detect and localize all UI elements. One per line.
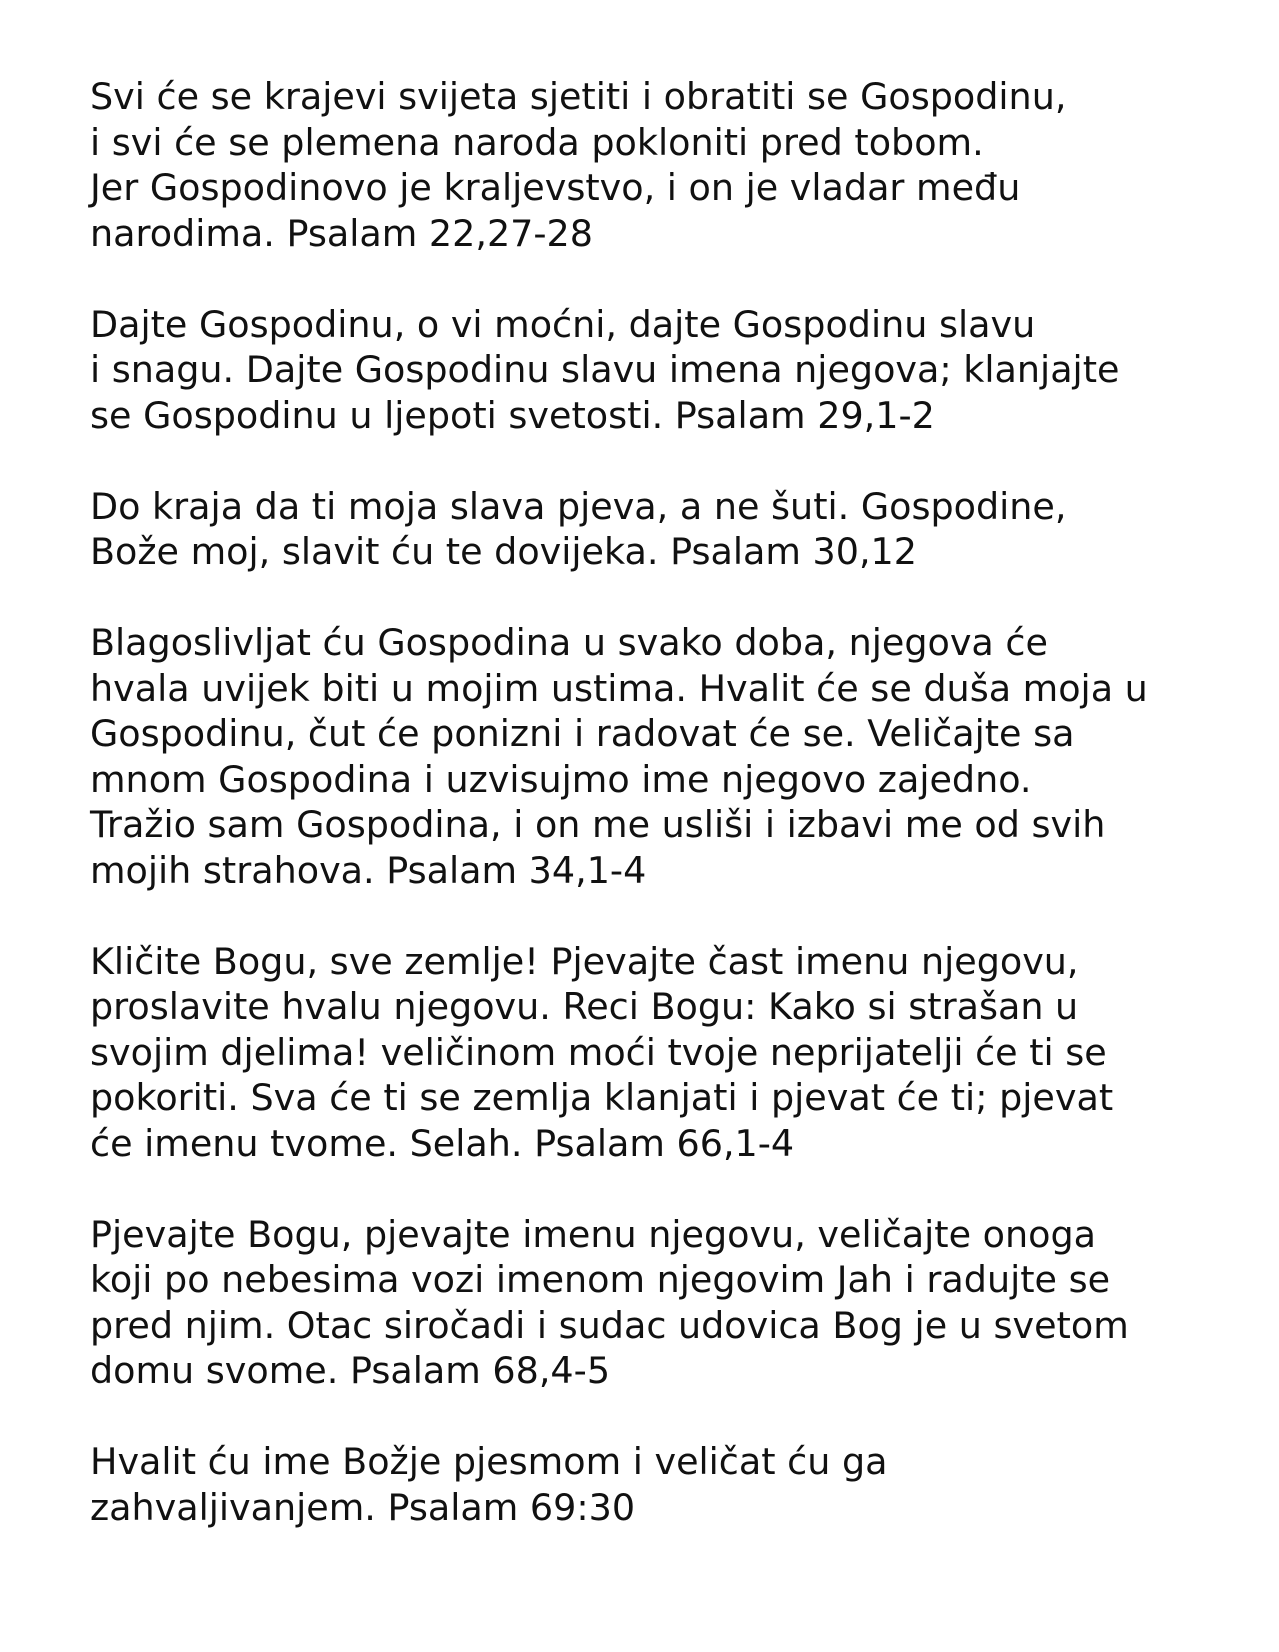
verse-line: svojim djelima! veličinom moći tvoje neprijatelji će ti se [90, 1030, 1107, 1074]
verse-line: Bože moj, slavit ću te dovijeka. Psalam 30,12 [90, 530, 917, 573]
verse-line: Jer Gospodinovo je kraljevstvo, i on je vladar među [90, 166, 1021, 209]
verse-line: Gospodinu, čut će ponizni i radovat će se. Veličajte sa [90, 712, 1075, 755]
verse-line: i snagu. Dajte Gospodinu slavu imena njegova; klanjajte [90, 348, 1120, 391]
verse-paragraph-psalm-66 [90, 939, 1250, 1167]
verse-line: domu svome. Psalam 68,4-5 [90, 1349, 611, 1392]
verse-line: zahvaljivanjem. Psalam 69:30 [90, 1485, 636, 1529]
scripture-page [90, 74, 1250, 1576]
verse-line: pred njim. Otac siročadi i sudac udovica Bog je u svetom [90, 1303, 1129, 1347]
verse-line: hvala uvijek biti u mojim ustima. Hvalit će se duša moja u [90, 666, 1148, 710]
verse-line: proslavite hvalu njegovu. Reci Bogu: Kako si strašan u [90, 985, 1079, 1028]
verse-paragraph-psalm-34 [90, 620, 1250, 893]
verse-line: Pjevajte Bogu, pjevajte imenu njegovu, veličajte onoga [90, 1212, 1097, 1256]
verse-line: Do kraja da ti moja slava pjeva, a ne šuti. Gospodine, [90, 484, 1067, 528]
verse-line: koji po nebesima vozi imenom njegovim Jah i radujte se [90, 1258, 1111, 1301]
verse-paragraph-psalm-68 [90, 1212, 1250, 1394]
verse-line: Dajte Gospodinu, o vi moćni, dajte Gospodinu slavu [90, 302, 1036, 346]
verse-line: narodima. Psalam 22,27-28 [90, 211, 593, 255]
verse-line: i svi će se plemena naroda pokloniti pred tobom. [90, 120, 984, 164]
verse-paragraph-psalm-29 [90, 302, 1250, 439]
verse-line: Svi će se krajevi svijeta sjetiti i obratiti se Gospodinu, [90, 75, 1067, 118]
verse-line: Hvalit ću ime Božje pjesmom i veličat ću ga [90, 1440, 888, 1483]
verse-paragraph-psalm-22 [90, 74, 1250, 256]
verse-line: pokoriti. Sva će ti se zemlja klanjati i pjevat će ti; pjevat [90, 1076, 1114, 1119]
verse-line: mojih strahova. Psalam 34,1-4 [90, 848, 647, 892]
verse-line: Tražio sam Gospodina, i on me usliši i izbavi me od svih [90, 803, 1106, 846]
verse-line: Blagoslivljat ću Gospodina u svako doba, njegova će [90, 621, 1048, 664]
verse-line: će imenu tvome. Selah. Psalam 66,1-4 [90, 1121, 795, 1165]
verse-line: Kličite Bogu, sve zemlje! Pjevajte čast imenu njegovu, [90, 939, 1079, 983]
verse-line: mnom Gospodina i uzvisujmo ime njegovo zajedno. [90, 757, 1032, 801]
verse-line: se Gospodinu u ljepoti svetosti. Psalam 29,1-2 [90, 393, 935, 437]
verse-paragraph-psalm-69 [90, 1439, 1250, 1530]
verse-paragraph-psalm-30 [90, 484, 1250, 575]
